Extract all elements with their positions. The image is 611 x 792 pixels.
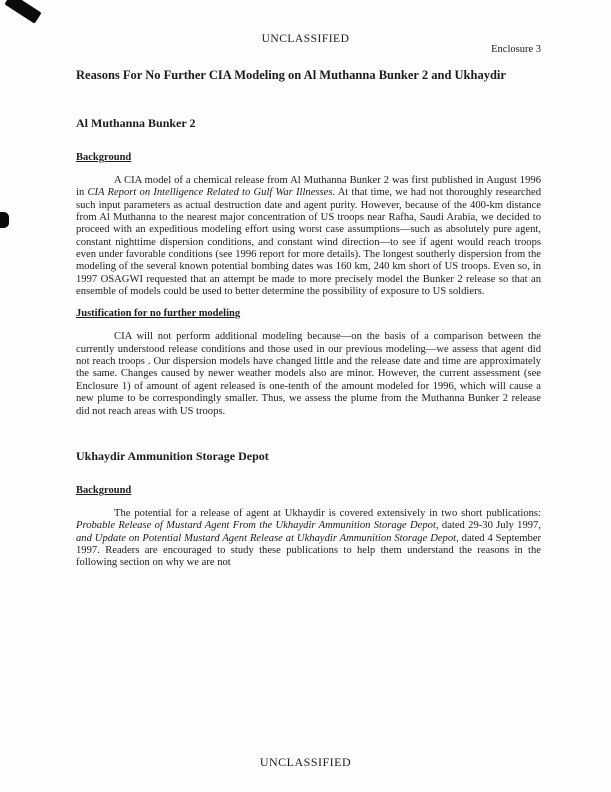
paragraph-muthanna-background bbox=[76, 175, 541, 298]
italic-publication-title-2: and Update on Potential Mustard Agent Release at Ukhaydir Ammunition Storage Depot bbox=[76, 532, 457, 544]
document-content bbox=[76, 0, 541, 570]
paragraph-text: A CIA model of a chemical release from Al Muthanna Bunker 2 was first published in August 1996 in bbox=[76, 175, 541, 199]
italic-publication-title-1: Probable Release of Mustard Agent From the Ukhaydir Ammunition Storage Depot bbox=[76, 520, 436, 532]
subheading-background-ukhaydir: Background bbox=[76, 484, 132, 496]
header-classification: UNCLASSIFIED bbox=[261, 33, 350, 45]
section-heading-ukhaydir: Ukhaydir Ammunition Storage Depot bbox=[76, 448, 269, 463]
document-title: Reasons For No Further CIA Modeling on Al Muthanna Bunker 2 and Ukhaydir bbox=[76, 68, 506, 82]
scan-artifact-left-edge bbox=[0, 212, 9, 228]
enclosure-label: Enclosure 3 bbox=[491, 44, 541, 55]
subheading-justification: Justification for no further modeling bbox=[76, 308, 241, 320]
footer-classification: UNCLASSIFIED bbox=[259, 755, 352, 769]
subheading-background-muthanna: Background bbox=[76, 152, 132, 163]
italic-report-title: CIA Report on Intelligence Related to Gulf War Illnesses bbox=[87, 187, 333, 199]
paragraph-ukhaydir-background bbox=[76, 508, 541, 570]
paragraph-text: . At that time, we had not thoroughly researched such input parameters as actual destruction date and agent purity. However, because of the 400-km distance from Al Muthanna to the nearest major concentration of US troops near Rafha, Saudi Arabia, we decided to proceed with an expeditious modeling effort using worst case assumptions—such as absolutely pure agent, constant nighttime dispersion conditions, and constant wind direction—to see if agent would reach troops even under favorable conditions (see 1996 report for more details). The longest southerly dispersion from the modeling of the several known potential bombing dates was 160 km, 240 km short of US troops. Even so, in 1997 OSAGWI requested that an attempt be made to more precisely model the Bunker 2 release so that an ensemble of models could be used to better determine the possibility of exposure to US soldiers. bbox=[76, 187, 541, 298]
paragraph-text: , dated 29-30 July 1997, bbox=[435, 520, 541, 532]
section-heading-al-muthanna: Al Muthanna Bunker 2 bbox=[76, 116, 196, 130]
paragraph-justification: CIA will not perform additional modeling because—on the basis of a comparison between the currently understood release conditions and those used in our previous modeling—we assess that agent did not reach troops . Our dispersion models have changed little and the release date and time are approximately the same. Changes caused by newer weather models also are minor. However, the current assessment (see Enclosure 1) of amount of agent released is one-tenth of the amount modeled for 1996, which will cause a new plume to be correspondingly smaller. Thus, we assess the plume from the Muthanna Bunker 2 release did not reach areas with US troops. bbox=[76, 331, 541, 417]
paragraph-text: The potential for a release of agent at Ukhaydir is covered extensively in two short publications: bbox=[114, 507, 541, 519]
paragraph-text: , dated 4 September 1997. Readers are encouraged to study these publications to help them understand the reasons in the following section on why we are not bbox=[76, 532, 541, 569]
